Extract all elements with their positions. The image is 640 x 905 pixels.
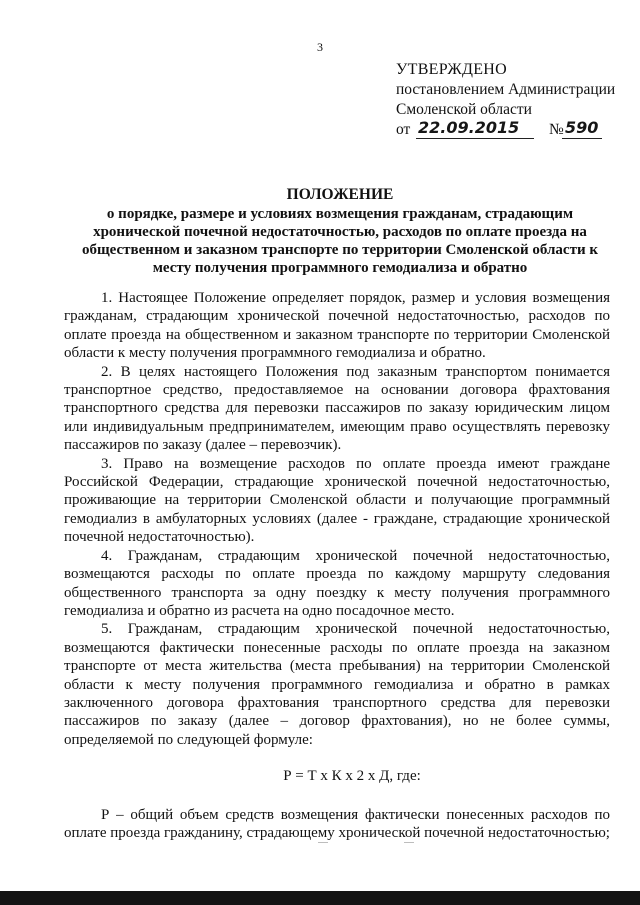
number-label: № <box>549 121 564 138</box>
document-title <box>70 186 610 277</box>
formula: Р = Т х К х 2 х Д, где: <box>283 768 421 785</box>
date-underline <box>416 138 534 139</box>
paragraph-5: 5. Гражданам, страдающим хронической почечной недостаточностью, возмещаются фактически понесенные расходы по оплате проезда на заказном транспорте от места жительства (места пребывания) на территории Смоленской области к месту получения программного гемодиализа и обратно в рамках заключенного договора фрахтования транспортного средства для перевозки пассажиров по заказу (далее – договор фрахтования), но не более суммы, определяемой по следующей формуле: <box>64 621 610 748</box>
approval-heading: УТВЕРЖДЕНО <box>396 61 508 78</box>
handwritten-number: 590 <box>565 118 599 137</box>
document-body <box>64 289 610 842</box>
title-subtitle-line: о порядке, размере и условиях возмещения гражданам, страдающим <box>106 206 574 222</box>
page-number: 3 <box>317 40 323 54</box>
definition-p: Р – общий объем средств возмещения фактически понесенных расходов по оплате проезда гражданину, страдающему хронической почечной недостаточностью; <box>64 806 610 841</box>
paragraph-1: 1. Настоящее Положение определяет порядок, размер и условия возмещения гражданам, страдающим хронической почечной недостаточностью, расходов по оплате проезда на общественном и заказном транспорте по территории Смоленской области к месту получения программного гемодиализа и обратно. <box>64 290 610 362</box>
paragraph-4: 4. Гражданам, страдающим хронической почечной недостаточностью, возмещаются расходы по оплате проезда по каждому маршруту следования общественного транспорта за одну поездку к месту получения программного гемодиализа и обратно из расчета на одно посадочное место. <box>64 547 610 619</box>
approval-line-1: постановлением Администрации <box>396 81 616 98</box>
scan-bottom-edge <box>0 891 640 905</box>
handwritten-date: 22.09.2015 <box>418 118 520 137</box>
paragraph-2: 2. В целях настоящего Положения под заказным транспортом понимается транспортное средство, предоставляемое на основании договора фрахтования транспортного средства для перевозки пассажиров по заказу юридическим лицом или индивидуальным предпринимателем, имеющим право осуществлять перевозку пассажиров по заказу (далее – перевозчик). <box>64 363 610 454</box>
scan-mark <box>404 842 414 843</box>
title-subtitle-line: хронической почечной недостаточностью, расходов по оплате проезда на <box>93 224 587 240</box>
from-label: от <box>396 121 411 138</box>
approval-date-line <box>396 120 626 142</box>
title-subtitle-line: общественном и заказном транспорте по территории Смоленской области к <box>82 242 598 258</box>
approval-line-2: Смоленской области <box>396 101 532 118</box>
title-heading: ПОЛОЖЕНИЕ <box>286 186 394 203</box>
title-subtitle-line: месту получения программного гемодиализа и обратно <box>152 260 528 276</box>
paragraph-3: 3. Право на возмещение расходов по оплате проезда имеют граждане Российской Федерации, страдающие хронической почечной недостаточностью, проживающие на территории Смоленской области и получающие программный гемодиализ в амбулаторных условиях (далее - граждане, страдающие хронической почечной недостаточностью). <box>64 455 610 546</box>
number-underline <box>562 138 602 139</box>
approval-stamp <box>396 60 626 142</box>
scan-mark <box>318 842 328 843</box>
